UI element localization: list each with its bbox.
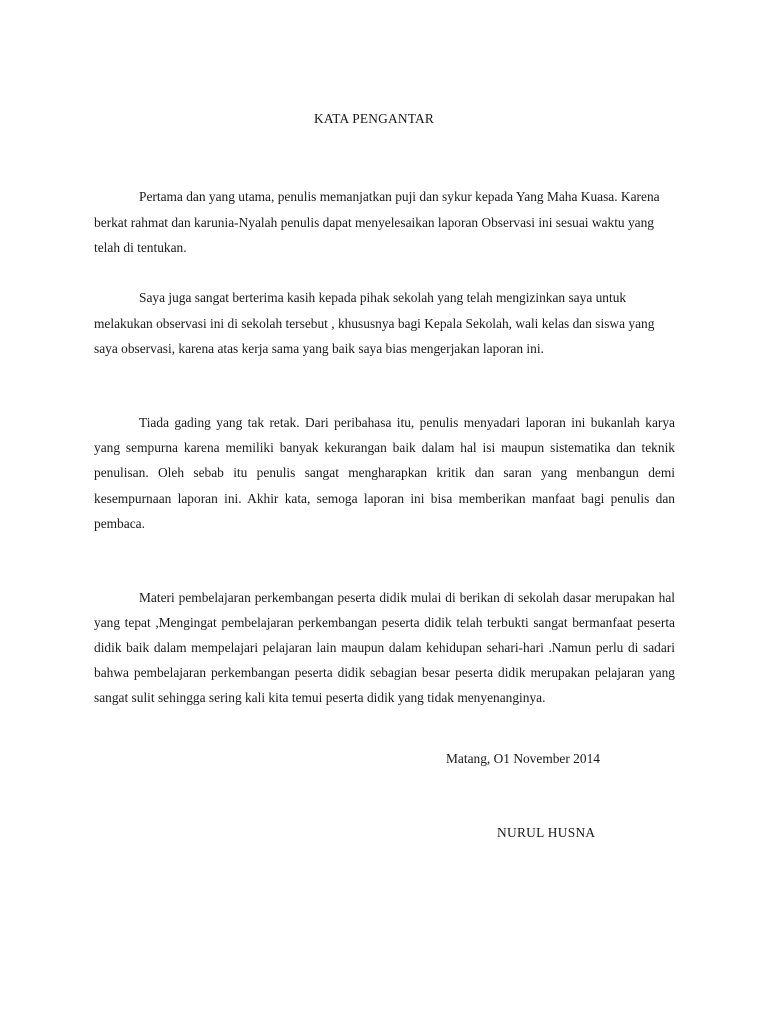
- paragraph-apology: Tiada gading yang tak retak. Dari peribahasa itu, penulis menyadari laporan ini bukanlah karya yang sempurna karena memiliki banyak kekurangan baik dalam hal isi maupun sistematika dan teknik penulisan. Oleh sebab itu penulis sangat mengharapkan kritik dan saran yang menbangun demi kesempurnaan laporan ini. Akhir kata, semoga laporan ini bisa memberikan manfaat bagi penulis dan pembaca.: [94, 415, 675, 531]
- paragraph-opening: Pertama dan yang utama, penulis memanjatkan puji dan sykur kepada Yang Maha Kuasa. Karena berkat rahmat dan karunia-Nyalah penulis dapat menyelesaikan laporan Observasi ini sesuai waktu yang telah di tentukan.: [94, 189, 660, 255]
- paragraph-material: Materi pembelajaran perkembangan peserta didik mulai di berikan di sekolah dasar merupakan hal yang tepat ,Mengingat pembelajaran perkembangan peserta didik telah terbukti sangat bermanfaat peserta didik baik dalam mempelajari pelajaran lain maupun dalam kehidupan sehari-hari .Namun perlu di sadari bahwa pembelajaran perkembangan peserta didik sebagian besar peserta didik merupakan pelajaran yang sangat sulit sehingga sering kali kita temui peserta didik yang tidak menyenanginya.: [94, 590, 675, 705]
- author-signature-name: NURUL HUSNA: [497, 825, 596, 840]
- document-title: KATA PENGANTAR: [313, 111, 435, 126]
- paragraph-thanks: Saya juga sangat berterima kasih kepada pihak sekolah yang telah mengizinkan saya untuk melakukan observasi ini di sekolah tersebut , khususnya bagi Kepala Sekolah, wali kelas dan siswa yang saya observasi, karena atas kerja sama yang baik saya bias mengerjakan laporan ini.: [94, 290, 655, 356]
- place-date-line: Matang, O1 November 2014: [446, 751, 600, 766]
